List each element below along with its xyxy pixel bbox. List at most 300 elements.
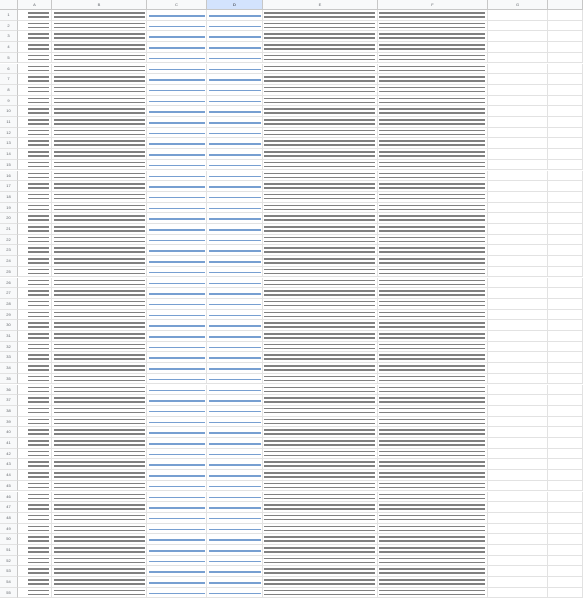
cell[interactable]: [52, 299, 147, 310]
cell[interactable]: [147, 331, 207, 342]
cell[interactable]: [488, 310, 548, 321]
row-header[interactable]: 23: [0, 245, 18, 256]
cell[interactable]: [52, 588, 147, 599]
row-header[interactable]: 45: [0, 481, 18, 492]
cell[interactable]: [263, 106, 378, 117]
row-header[interactable]: 27: [0, 288, 18, 299]
row-header[interactable]: 5: [0, 53, 18, 64]
cell[interactable]: [147, 449, 207, 460]
row-header[interactable]: 43: [0, 459, 18, 470]
cell[interactable]: [147, 85, 207, 96]
cell[interactable]: [378, 106, 488, 117]
cell[interactable]: [147, 502, 207, 513]
cell[interactable]: [378, 352, 488, 363]
cell[interactable]: [488, 513, 548, 524]
cell[interactable]: [147, 492, 207, 503]
cell[interactable]: [52, 459, 147, 470]
cell[interactable]: [378, 577, 488, 588]
cell[interactable]: [18, 245, 52, 256]
cell[interactable]: [147, 310, 207, 321]
cell[interactable]: [207, 374, 263, 385]
cell[interactable]: [207, 128, 263, 139]
cell[interactable]: [378, 545, 488, 556]
cell[interactable]: [548, 310, 583, 321]
cell[interactable]: [18, 192, 52, 203]
cell[interactable]: [52, 171, 147, 182]
cell[interactable]: [263, 64, 378, 75]
cell[interactable]: [548, 288, 583, 299]
cell[interactable]: [548, 42, 583, 53]
cell[interactable]: [488, 385, 548, 396]
cell[interactable]: [18, 138, 52, 149]
cell[interactable]: [147, 171, 207, 182]
row-header[interactable]: 30: [0, 320, 18, 331]
cell[interactable]: [378, 288, 488, 299]
cell[interactable]: [52, 395, 147, 406]
cell[interactable]: [548, 556, 583, 567]
cell[interactable]: [378, 331, 488, 342]
cell[interactable]: [207, 395, 263, 406]
cell[interactable]: [488, 556, 548, 567]
cell[interactable]: [378, 449, 488, 460]
cell[interactable]: [378, 85, 488, 96]
cell[interactable]: [52, 481, 147, 492]
cell[interactable]: [18, 288, 52, 299]
cell[interactable]: [147, 53, 207, 64]
cell[interactable]: [207, 181, 263, 192]
cell[interactable]: [263, 545, 378, 556]
cell[interactable]: [378, 299, 488, 310]
cell[interactable]: [52, 577, 147, 588]
cell[interactable]: [488, 481, 548, 492]
cell[interactable]: [207, 577, 263, 588]
cell[interactable]: [263, 342, 378, 353]
cell[interactable]: [147, 235, 207, 246]
cell[interactable]: [488, 449, 548, 460]
cell[interactable]: [207, 10, 263, 21]
cell[interactable]: [207, 588, 263, 599]
cell[interactable]: [263, 513, 378, 524]
cell[interactable]: [548, 385, 583, 396]
cell[interactable]: [52, 331, 147, 342]
cell[interactable]: [147, 64, 207, 75]
cell[interactable]: [548, 53, 583, 64]
cell[interactable]: [18, 502, 52, 513]
cell[interactable]: [378, 74, 488, 85]
cell[interactable]: [488, 96, 548, 107]
cell[interactable]: [207, 459, 263, 470]
cell[interactable]: [488, 588, 548, 599]
cell[interactable]: [207, 310, 263, 321]
cell[interactable]: [548, 363, 583, 374]
row-header[interactable]: 50: [0, 534, 18, 545]
row-header[interactable]: 48: [0, 513, 18, 524]
cell[interactable]: [263, 53, 378, 64]
cell[interactable]: [18, 106, 52, 117]
cell[interactable]: [18, 171, 52, 182]
cell[interactable]: [18, 181, 52, 192]
cell[interactable]: [207, 21, 263, 32]
cell[interactable]: [488, 320, 548, 331]
cell[interactable]: [147, 545, 207, 556]
cell[interactable]: [52, 278, 147, 289]
cell[interactable]: [207, 235, 263, 246]
cell[interactable]: [378, 203, 488, 214]
cell[interactable]: [207, 299, 263, 310]
cell[interactable]: [378, 502, 488, 513]
row-header[interactable]: 8: [0, 85, 18, 96]
row-header[interactable]: 4: [0, 42, 18, 53]
cell[interactable]: [488, 267, 548, 278]
cell[interactable]: [18, 556, 52, 567]
row-header[interactable]: 3: [0, 31, 18, 42]
cell[interactable]: [52, 31, 147, 42]
cell[interactable]: [52, 85, 147, 96]
cell[interactable]: [488, 438, 548, 449]
cell[interactable]: [18, 459, 52, 470]
cell[interactable]: [378, 406, 488, 417]
cell[interactable]: [378, 138, 488, 149]
cell[interactable]: [147, 513, 207, 524]
cell[interactable]: [488, 224, 548, 235]
cell[interactable]: [263, 171, 378, 182]
cell[interactable]: [52, 117, 147, 128]
cell[interactable]: [263, 149, 378, 160]
cell[interactable]: [18, 224, 52, 235]
cell[interactable]: [263, 85, 378, 96]
cell[interactable]: [488, 459, 548, 470]
cell[interactable]: [263, 438, 378, 449]
cell[interactable]: [147, 10, 207, 21]
cell[interactable]: [548, 21, 583, 32]
cell[interactable]: [52, 524, 147, 535]
row-header[interactable]: 29: [0, 310, 18, 321]
cell[interactable]: [207, 149, 263, 160]
cell[interactable]: [548, 342, 583, 353]
cell[interactable]: [52, 534, 147, 545]
cell[interactable]: [18, 213, 52, 224]
cell[interactable]: [18, 417, 52, 428]
cell[interactable]: [207, 160, 263, 171]
cell[interactable]: [548, 192, 583, 203]
cell[interactable]: [488, 363, 548, 374]
cell[interactable]: [207, 138, 263, 149]
cell[interactable]: [147, 588, 207, 599]
cell[interactable]: [263, 320, 378, 331]
cell[interactable]: [147, 192, 207, 203]
cell[interactable]: [378, 235, 488, 246]
cell[interactable]: [52, 427, 147, 438]
cell[interactable]: [488, 138, 548, 149]
cell[interactable]: [488, 288, 548, 299]
cell[interactable]: [263, 267, 378, 278]
cell[interactable]: [548, 278, 583, 289]
cell[interactable]: [147, 352, 207, 363]
cell[interactable]: [207, 513, 263, 524]
cell[interactable]: [207, 427, 263, 438]
row-header[interactable]: 10: [0, 106, 18, 117]
cell[interactable]: [207, 320, 263, 331]
row-header[interactable]: 24: [0, 256, 18, 267]
cell[interactable]: [52, 224, 147, 235]
cell[interactable]: [52, 106, 147, 117]
cell[interactable]: [207, 492, 263, 503]
row-header[interactable]: 2: [0, 21, 18, 32]
cell[interactable]: [263, 449, 378, 460]
cell[interactable]: [548, 85, 583, 96]
row-header[interactable]: 34: [0, 363, 18, 374]
cell[interactable]: [207, 534, 263, 545]
cell[interactable]: [52, 21, 147, 32]
cell[interactable]: [488, 342, 548, 353]
cell[interactable]: [147, 278, 207, 289]
cell[interactable]: [52, 363, 147, 374]
row-header[interactable]: 21: [0, 224, 18, 235]
cell[interactable]: [52, 352, 147, 363]
cell[interactable]: [263, 406, 378, 417]
cell[interactable]: [207, 53, 263, 64]
cell[interactable]: [207, 106, 263, 117]
cell[interactable]: [488, 149, 548, 160]
cell[interactable]: [147, 181, 207, 192]
row-header[interactable]: 47: [0, 502, 18, 513]
cell[interactable]: [147, 470, 207, 481]
cell[interactable]: [488, 128, 548, 139]
cell[interactable]: [263, 299, 378, 310]
cell[interactable]: [548, 481, 583, 492]
cell[interactable]: [378, 320, 488, 331]
cell[interactable]: [488, 85, 548, 96]
row-header[interactable]: 33: [0, 352, 18, 363]
cell[interactable]: [378, 64, 488, 75]
cell[interactable]: [147, 438, 207, 449]
cell[interactable]: [18, 42, 52, 53]
cell[interactable]: [548, 502, 583, 513]
cell[interactable]: [548, 352, 583, 363]
column-header-D[interactable]: D: [207, 0, 263, 10]
cell[interactable]: [488, 106, 548, 117]
cell[interactable]: [207, 417, 263, 428]
row-header[interactable]: 11: [0, 117, 18, 128]
row-header[interactable]: 1: [0, 10, 18, 21]
cell[interactable]: [548, 245, 583, 256]
cell[interactable]: [488, 245, 548, 256]
cell[interactable]: [263, 310, 378, 321]
cell[interactable]: [488, 171, 548, 182]
cell[interactable]: [147, 577, 207, 588]
column-header-B[interactable]: B: [52, 0, 147, 10]
cell[interactable]: [147, 106, 207, 117]
cell[interactable]: [263, 74, 378, 85]
cell[interactable]: [263, 21, 378, 32]
row-header[interactable]: 51: [0, 545, 18, 556]
cell[interactable]: [18, 331, 52, 342]
row-header[interactable]: 16: [0, 171, 18, 182]
cell[interactable]: [147, 395, 207, 406]
cell[interactable]: [263, 524, 378, 535]
cell[interactable]: [263, 481, 378, 492]
cell[interactable]: [548, 417, 583, 428]
row-header[interactable]: 38: [0, 406, 18, 417]
row-header[interactable]: 40: [0, 427, 18, 438]
cell[interactable]: [548, 235, 583, 246]
cell[interactable]: [548, 74, 583, 85]
cell[interactable]: [147, 245, 207, 256]
cell[interactable]: [18, 149, 52, 160]
cell[interactable]: [147, 149, 207, 160]
cell[interactable]: [18, 117, 52, 128]
row-header[interactable]: 22: [0, 235, 18, 246]
cell[interactable]: [548, 117, 583, 128]
select-all-corner[interactable]: [0, 0, 18, 10]
cell[interactable]: [52, 502, 147, 513]
cell[interactable]: [488, 566, 548, 577]
cell[interactable]: [263, 502, 378, 513]
cell[interactable]: [207, 385, 263, 396]
cell[interactable]: [488, 256, 548, 267]
cell[interactable]: [488, 470, 548, 481]
cell[interactable]: [378, 363, 488, 374]
cell[interactable]: [52, 42, 147, 53]
cell[interactable]: [207, 42, 263, 53]
cell[interactable]: [378, 160, 488, 171]
cell[interactable]: [207, 449, 263, 460]
cell[interactable]: [488, 21, 548, 32]
cell[interactable]: [488, 64, 548, 75]
cell[interactable]: [263, 213, 378, 224]
cell[interactable]: [52, 96, 147, 107]
column-header-G[interactable]: G: [488, 0, 548, 10]
cell[interactable]: [548, 577, 583, 588]
row-header[interactable]: 37: [0, 395, 18, 406]
cell[interactable]: [263, 427, 378, 438]
cell[interactable]: [52, 449, 147, 460]
cell[interactable]: [488, 42, 548, 53]
cell[interactable]: [207, 556, 263, 567]
cell[interactable]: [378, 256, 488, 267]
cell[interactable]: [378, 438, 488, 449]
cell[interactable]: [52, 492, 147, 503]
cell[interactable]: [18, 74, 52, 85]
cell[interactable]: [548, 513, 583, 524]
cell[interactable]: [263, 278, 378, 289]
cell[interactable]: [378, 42, 488, 53]
row-header[interactable]: 55: [0, 588, 18, 599]
row-header[interactable]: 13: [0, 138, 18, 149]
cell[interactable]: [207, 64, 263, 75]
cell[interactable]: [548, 374, 583, 385]
cell[interactable]: [263, 331, 378, 342]
cell[interactable]: [18, 235, 52, 246]
cell[interactable]: [207, 502, 263, 513]
cell[interactable]: [207, 96, 263, 107]
row-header[interactable]: 6: [0, 64, 18, 75]
cell[interactable]: [488, 492, 548, 503]
cell[interactable]: [18, 470, 52, 481]
cell[interactable]: [263, 417, 378, 428]
cell[interactable]: [52, 556, 147, 567]
cell[interactable]: [548, 160, 583, 171]
cell[interactable]: [378, 342, 488, 353]
row-header[interactable]: 26: [0, 278, 18, 289]
cell[interactable]: [52, 545, 147, 556]
cell[interactable]: [263, 459, 378, 470]
cell[interactable]: [263, 470, 378, 481]
cell[interactable]: [147, 42, 207, 53]
cell[interactable]: [18, 85, 52, 96]
cell[interactable]: [548, 256, 583, 267]
row-header[interactable]: 18: [0, 192, 18, 203]
cell[interactable]: [147, 342, 207, 353]
cell[interactable]: [52, 417, 147, 428]
cell[interactable]: [263, 374, 378, 385]
cell[interactable]: [18, 534, 52, 545]
cell[interactable]: [52, 181, 147, 192]
cell[interactable]: [147, 556, 207, 567]
row-header[interactable]: 39: [0, 417, 18, 428]
cell[interactable]: [378, 481, 488, 492]
cell[interactable]: [378, 21, 488, 32]
cell[interactable]: [207, 406, 263, 417]
cell[interactable]: [18, 10, 52, 21]
cell[interactable]: [378, 192, 488, 203]
cell[interactable]: [488, 524, 548, 535]
cell[interactable]: [207, 31, 263, 42]
cell[interactable]: [207, 481, 263, 492]
cell[interactable]: [378, 310, 488, 321]
cell[interactable]: [147, 96, 207, 107]
cell[interactable]: [488, 203, 548, 214]
cell[interactable]: [378, 556, 488, 567]
cell[interactable]: [263, 224, 378, 235]
cell[interactable]: [52, 128, 147, 139]
column-header-C[interactable]: C: [147, 0, 207, 10]
cell[interactable]: [52, 74, 147, 85]
cell[interactable]: [263, 363, 378, 374]
cell[interactable]: [147, 213, 207, 224]
cell[interactable]: [147, 138, 207, 149]
cell[interactable]: [18, 449, 52, 460]
cell[interactable]: [378, 417, 488, 428]
cell[interactable]: [548, 138, 583, 149]
column-header-A[interactable]: A: [18, 0, 52, 10]
cell[interactable]: [18, 513, 52, 524]
column-header-E[interactable]: E: [263, 0, 378, 10]
row-header[interactable]: 41: [0, 438, 18, 449]
cell[interactable]: [488, 545, 548, 556]
cell[interactable]: [488, 331, 548, 342]
cell[interactable]: [52, 385, 147, 396]
cell[interactable]: [147, 267, 207, 278]
cell[interactable]: [378, 374, 488, 385]
cell[interactable]: [263, 556, 378, 567]
row-header[interactable]: 14: [0, 149, 18, 160]
cell[interactable]: [488, 417, 548, 428]
cell[interactable]: [52, 470, 147, 481]
cell[interactable]: [18, 278, 52, 289]
cell[interactable]: [548, 149, 583, 160]
cell[interactable]: [378, 470, 488, 481]
row-header[interactable]: 53: [0, 566, 18, 577]
cell[interactable]: [263, 256, 378, 267]
cell[interactable]: [207, 566, 263, 577]
cell[interactable]: [378, 395, 488, 406]
cell[interactable]: [263, 566, 378, 577]
cell[interactable]: [378, 149, 488, 160]
cell[interactable]: [147, 363, 207, 374]
cell[interactable]: [548, 213, 583, 224]
cell[interactable]: [488, 10, 548, 21]
